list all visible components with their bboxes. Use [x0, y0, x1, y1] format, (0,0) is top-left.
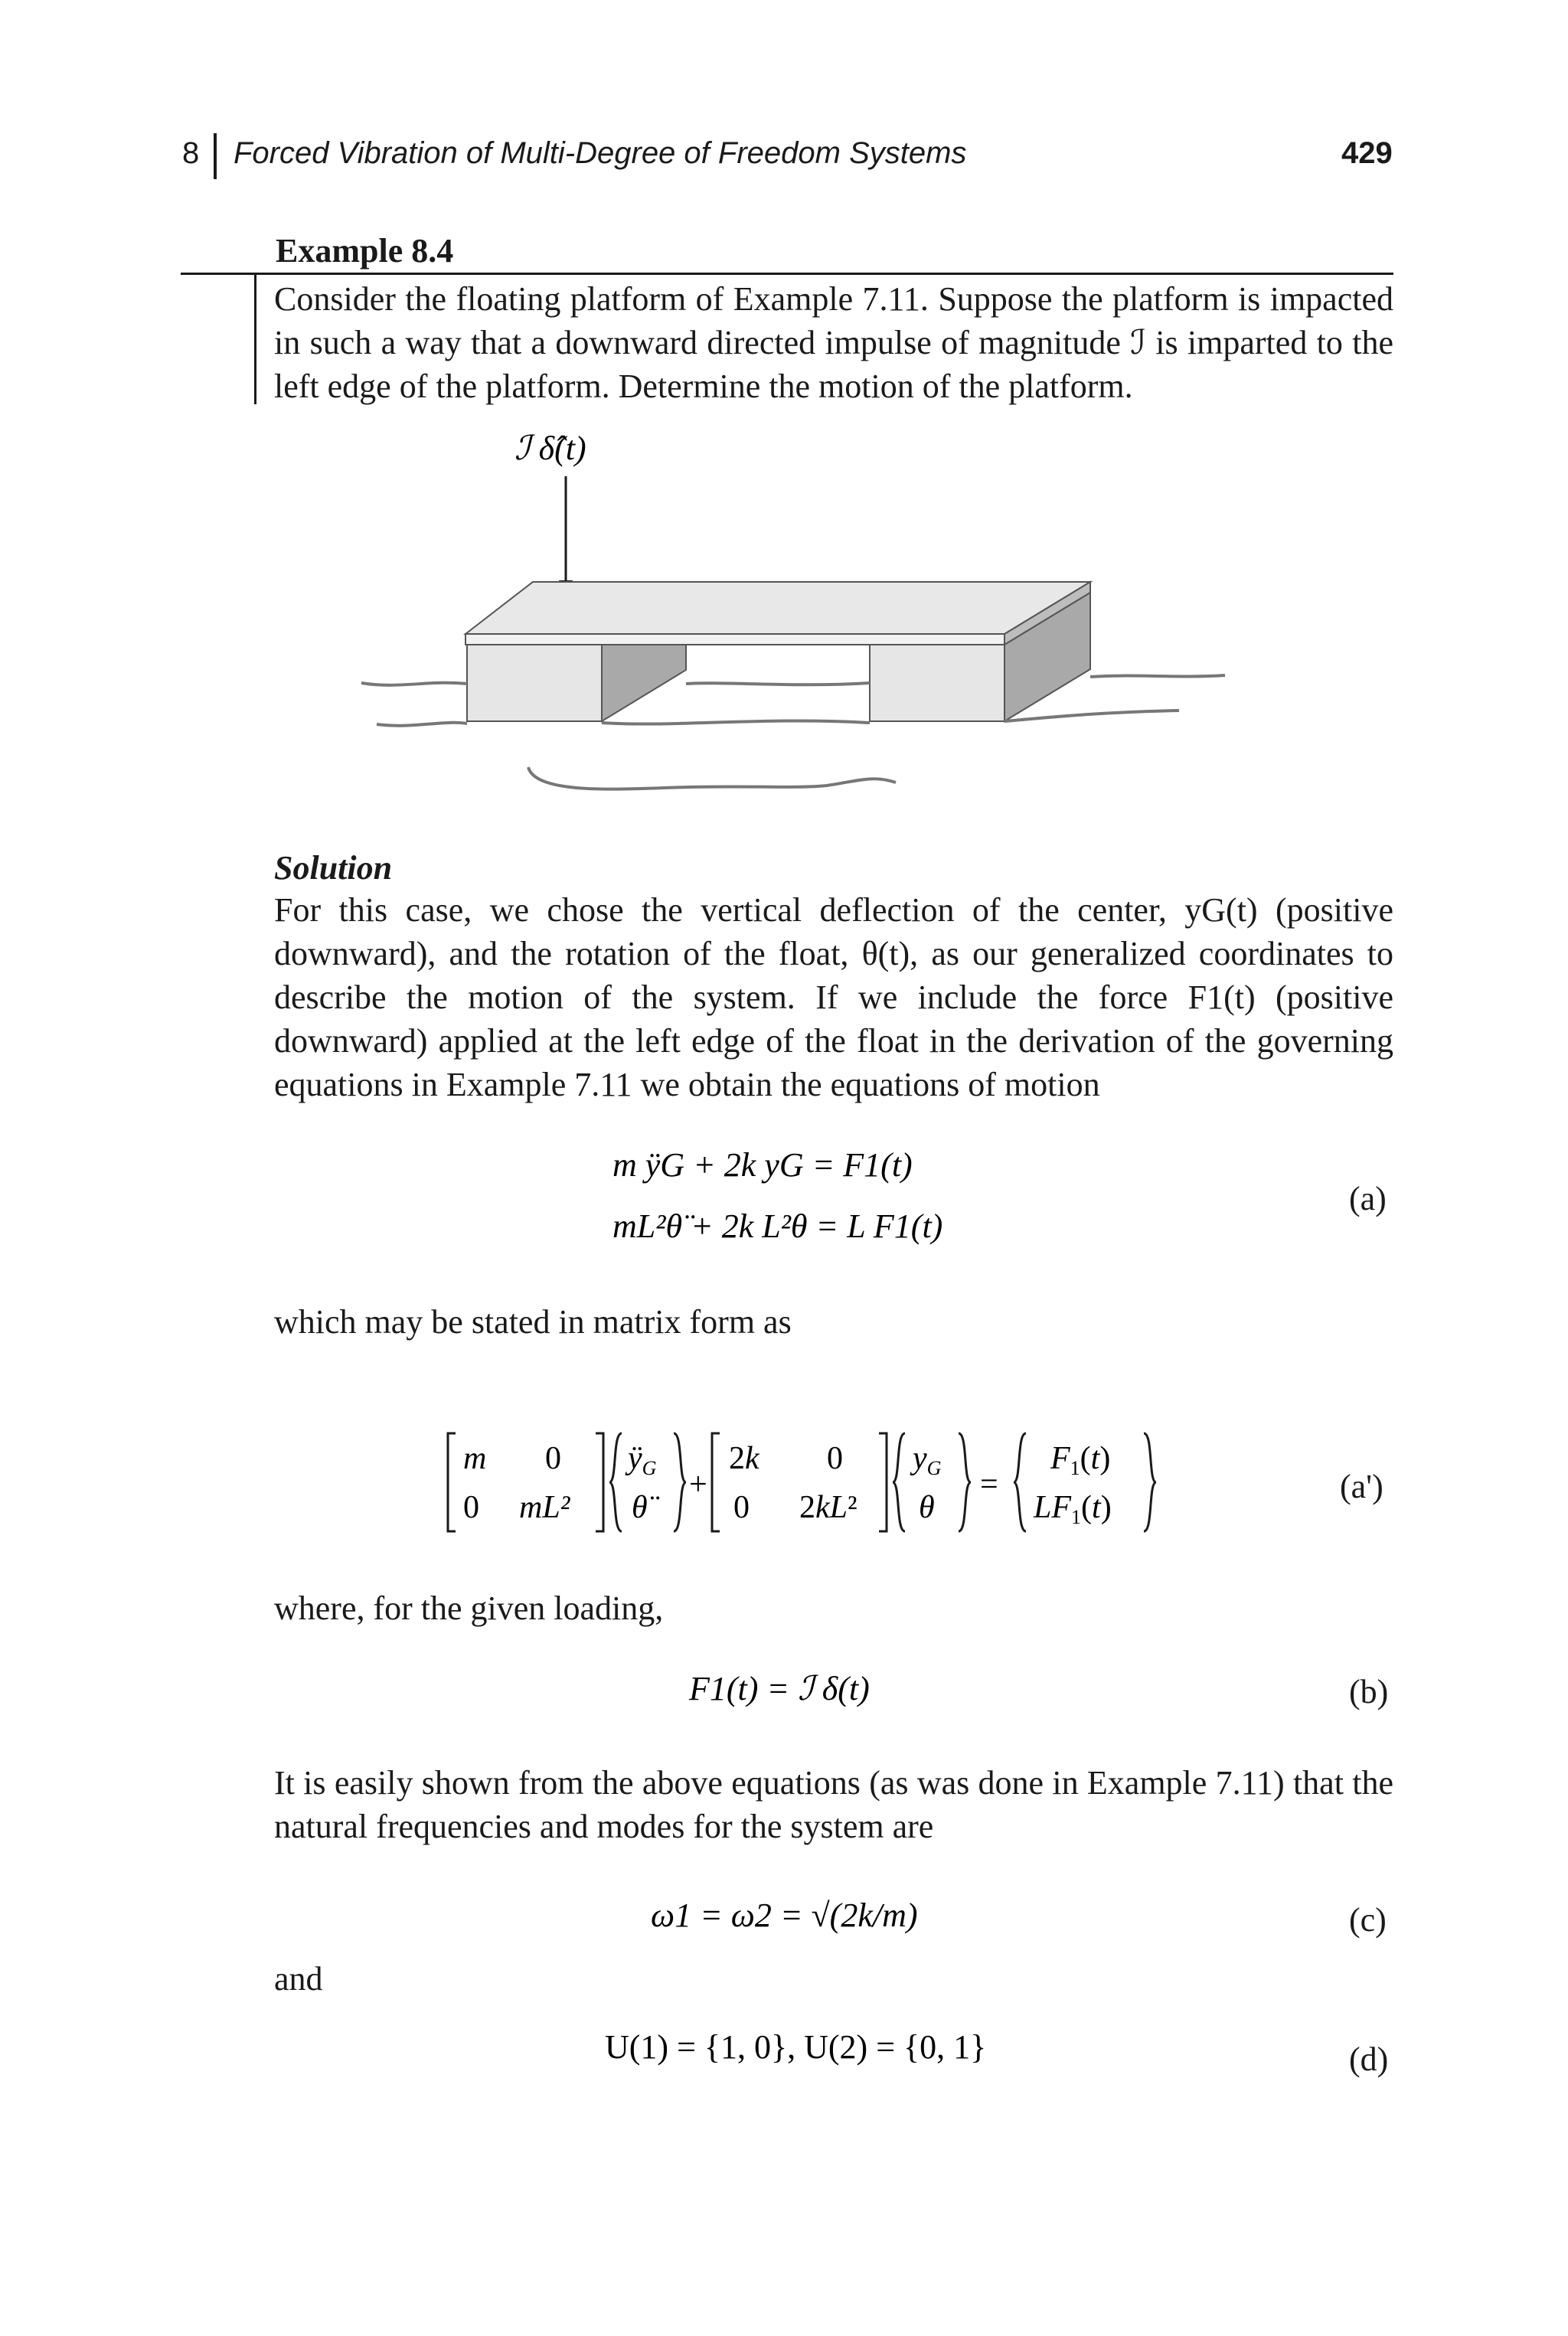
- wave-left-1: [361, 683, 467, 685]
- equation-a-prime: [0, 1424, 1568, 1547]
- wave-right-2: [1004, 711, 1179, 721]
- svg-text:0: 0: [545, 1441, 561, 1476]
- equation-a-line2: mL²θ̈ + 2k L²θ = L F1(t): [612, 1207, 943, 1245]
- svg-text:=: =: [980, 1467, 998, 1502]
- equation-a-label: (a): [1349, 1180, 1387, 1217]
- wave-mid-2: [602, 720, 870, 724]
- equation-d: [0, 1991, 1568, 2106]
- impulse-label: ℐ δ̂(t): [514, 430, 586, 467]
- example-title: Example 8.4: [276, 232, 454, 270]
- svg-text:mL²: mL²: [519, 1490, 570, 1525]
- equation-c-text: ω1 = ω2 = √(2k/m): [651, 1897, 918, 1934]
- mass-matrix-left-bracket: [448, 1433, 456, 1531]
- equation-c-label: (c): [1349, 1901, 1387, 1939]
- frequency-intro-text: It is easily shown from the above equations (as was done in Example 7.11) that the natural frequencies and modes for the system are: [274, 1764, 1393, 1845]
- wave-left-2: [377, 723, 467, 726]
- platform-figure: [0, 0, 1568, 842]
- svg-text:0: 0: [463, 1490, 479, 1525]
- and-text: and: [274, 1960, 323, 1998]
- equation-b: [0, 1661, 1568, 1715]
- equation-c: [0, 1884, 1568, 1945]
- wave-mid-1: [686, 683, 870, 684]
- svg-text:+: +: [689, 1467, 707, 1502]
- platform-deck: [466, 582, 1090, 634]
- wave-bottom: [528, 767, 896, 789]
- stiffness-matrix-left-bracket: [712, 1433, 720, 1531]
- chapter-title: Forced Vibration of Multi-Degree of Freedom Systems: [234, 136, 967, 170]
- svg-text:θ̈: θ̈: [632, 1490, 648, 1525]
- stiffness-matrix-right-bracket: [879, 1433, 887, 1531]
- svg-text:θ: θ: [919, 1490, 935, 1525]
- example-problem: Consider the floating platform of Example 7.11. Suppose the platform is impacted in such a way that a downward directed impulse of magnitude ℐ is imparted to the left edge of the platform. Determine the motion of the platform.: [274, 280, 1393, 405]
- mass-matrix-right-bracket: [596, 1433, 603, 1531]
- deck-front-edge: [466, 634, 1004, 645]
- svg-text:0: 0: [827, 1441, 843, 1476]
- where-text: where, for the given loading,: [274, 1589, 664, 1627]
- equation-a-prime-label: (a'): [1340, 1468, 1383, 1505]
- chapter-number: 8: [182, 136, 200, 170]
- matrix-intro-text: which may be stated in matrix form as: [274, 1303, 792, 1341]
- solution-heading: Solution: [274, 849, 393, 887]
- svg-text:2k: 2k: [729, 1441, 760, 1476]
- wave-right-1: [1090, 675, 1225, 677]
- left-float: [467, 645, 602, 721]
- equation-a: [0, 1133, 1568, 1263]
- right-float: [870, 645, 1004, 721]
- left-float-side: [602, 645, 686, 721]
- equation-b-label: (b): [1349, 1673, 1389, 1710]
- equation-a-line1: m ÿG + 2k yG = F1(t): [612, 1146, 913, 1184]
- svg-text:LF1(t): LF1(t): [1034, 1490, 1112, 1528]
- solution-body: For this case, we chose the vertical deflection of the center, yG(t) (positive downward), and the rotation of the float, θ(t), as our generalized coordinates to describe the motion of the system. If we include the force F1(t) (positive downward) applied at the left edge of the float in the derivation of the governing equations in Example 7.11 we obtain the equations of motion: [274, 891, 1393, 1103]
- page-number: 429: [1341, 136, 1393, 170]
- svg-text:ÿG: ÿG: [628, 1441, 657, 1479]
- svg-text:2kL²: 2kL²: [799, 1490, 858, 1525]
- svg-text:yG: yG: [913, 1441, 942, 1479]
- equation-b-text: F1(t) = ℐ δ(t): [689, 1670, 870, 1707]
- svg-text:m: m: [463, 1441, 487, 1476]
- equation-d-text: U(1) = {1, 0}, U(2) = {0, 1}: [605, 2028, 987, 2066]
- svg-text:0: 0: [733, 1490, 750, 1525]
- equation-d-label: (d): [1349, 2040, 1389, 2078]
- svg-text:F1(t): F1(t): [1050, 1441, 1111, 1479]
